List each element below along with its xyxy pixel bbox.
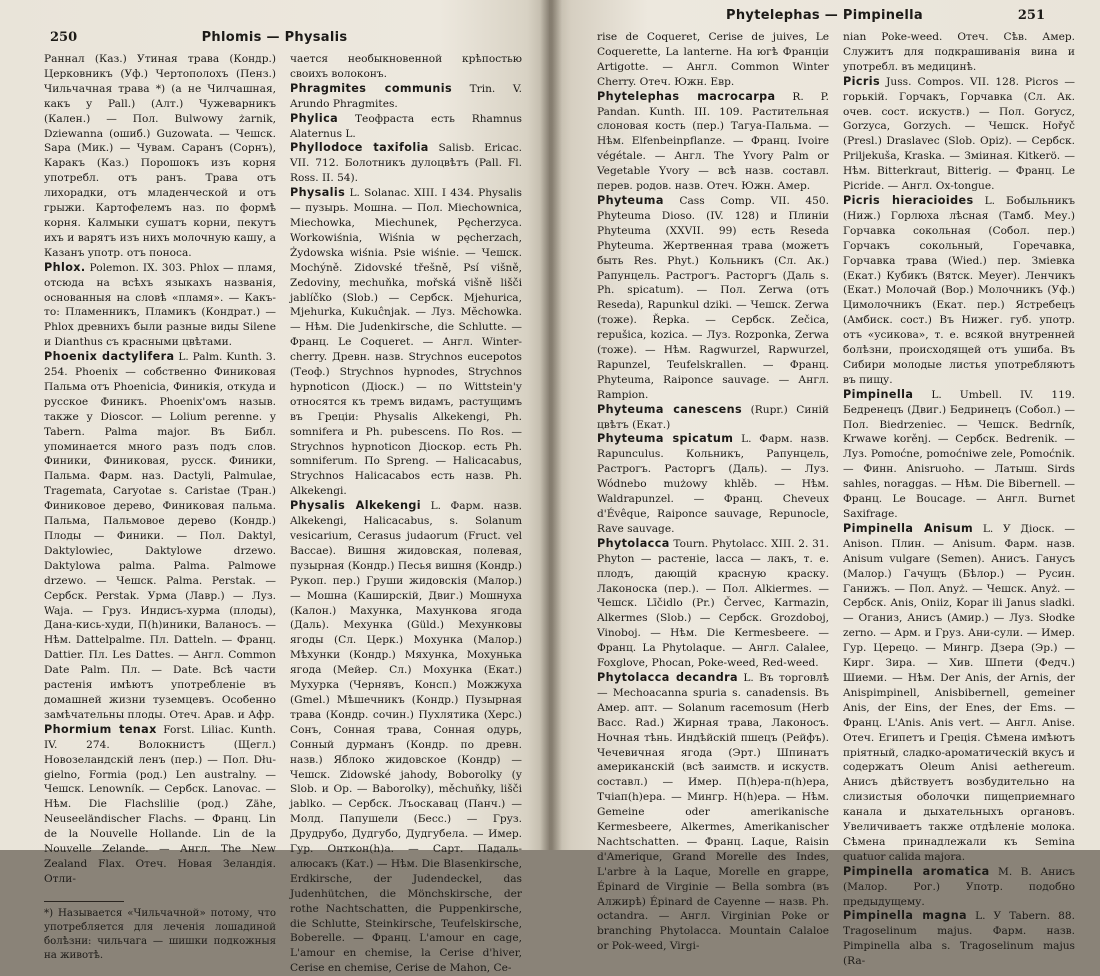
entry-text: Теофраста есть Rhamnus Alaternus L. bbox=[290, 112, 522, 140]
left-running-head: Phlomis — Physalis bbox=[201, 30, 348, 45]
entry-text: L. Фарм. назв. Rapunculus. Кольникъ, Рапунцель, Растрогъ. Расторгъ (Даль). — Луз. Wódnebo mużowy khlěb. — Нѣм. Waldrapunzel. — Франц. Cheveux d'Évêque, Raiponce sauvage, Repunocle, Rave sauvage. bbox=[597, 433, 829, 535]
book-gutter-shadow bbox=[540, 0, 562, 850]
dictionary-entry bbox=[290, 52, 522, 82]
entry-text: Cass Comp. VII. 450. Phyteuma Dioso. (IV. 128) и Плиніи Phyteuma (XXVII. 99) есть Reseda Phyteuma. Жертвенная трава (можетъ быть Res. Phyt.) Кольникъ (Сл. Ак.) Рапунцель. Растрогъ. Расторгъ (Даль s. Ph. spicatum). — Пол. Zerwa (отъ Reseda), Rapunkul dziki. — Чешск. Zerwa (тоже). Řepka. — Сербск. Zečica, repušica, kozica. — Луз. Rozponka, Zerwa (тоже). — Нѣм. Ragwurzel, Rapwurzel, Rapunzel, Teufelskrallen. — Франц. Phyteuma, Raiponce sauvage. — Англ. Rampion. bbox=[597, 194, 829, 401]
entry-headword: Phytolacca decandra bbox=[597, 670, 738, 684]
entry-headword: Physalis bbox=[290, 186, 346, 200]
dictionary-entry bbox=[843, 30, 1075, 75]
entry-headword: Pimpinella magna bbox=[843, 909, 968, 923]
dictionary-entry bbox=[843, 75, 1075, 194]
dictionary-entry bbox=[843, 522, 1075, 865]
entry-headword: Phytelephas macrocarpa bbox=[597, 89, 776, 103]
entry-text: L. Фарм. назв. Alkekengi, Halicacabus, s. Solanum vesicarium, Cerasus judaorum (Fruct. vel Baccae). Вишня жидовская, полевая, пузырная (Кондр.) Песья вишня (Кондр.) Рукоп. пер.) Груши жидовскія (Малор.) — Мошна (Каширскій, Двиг.) Мошнуха (Калон.) Махунка, Махункова ягода (Даль). Мехунка (Güld.) Мехунковы ягоды (Сл. Церк.) Мохунка (Малор.) Мѣхунки (Кондр.) Мяхунка, Мохунька ягода (Мейер. Сл.) Мохунка (Екат.) Мухурка (Чернявъ, Консп.) Можжуха (Gmel.) Мѣшечникъ (Кондр.) Пузырная трава (Кондр. сочин.) Пухлятика (Херс.) Сонъ, Сонная трава, Сонная одурь, Сонный дурманъ (Кондр. по древн. назв.) Яблоко жидовское (Кондр) — Чешск. Zidowské jahody, Boborolky (у Slob. и Op. — Baborolky), měchuňky, lišči jablko. — Сербск. Лъоскавац (Панч.) — Молд. Папушели (Бесс.) — Груз. Друдрубо, Дудгубо, Дудгубела. — Имер. Гур. Онткон(h)а. — Сарт. Падаль-алюсакъ (Кат.) — Нѣм. Die Blasenkirsche, Erdkirsche, der Judendeckel, das Judenhütchen, die Mönchskirsche, der rothe Nachtschatten, die Puppenkirsche, die Schlutte, Steinkirsche, Teufelskirsche, Boberelle. — Франц. L'amour en cage, L'amour en chemise, la Cerise d'hiver, Cerise en chemise, Cerise de Mahon, Ce- bbox=[290, 500, 523, 975]
entry-text: L. У Tabern. 88. Tragoselinum majus. Фарм. назв. Pimpinella alba s. Tragoselinum majus (Ra- bbox=[843, 910, 1075, 968]
entry-text: L. Solanac. XIII. I 434. Physalis — пузырь. Мошна. — Пол. Miechownica, Miechowka, Miechunek, Pęcherzyca. Workowiśnia, Wiśnia w pęcherzach, Żydowska wiśnia. Psie wiśnie. — Чешск. Mochýně. Zidovské třešně, Psí višně, Zedoviny, mechuňka, mořská višně lišči jablíčko (Slob.) — Сербск. Mjehurica, Mjehurka, Kukuĉnjak. — Луз. Mĕchowka. — Нѣм. Die Judenkirsche, die Schlutte. — Франц. Le Coqueret. — Англ. Winter-cherry. Древн. назв. Strychnos eucepotos (Теоф.) Strychnos hypnodes, Strychnos hypnoticon (Діоск.) — по Wittstein'у относятся къ тремъ видамъ, растущимъ въ Греціи: Physalis Alkekengi, Ph. somnifera и Ph. pubescens. По Ros. — Strychnos hypnoticon Діоскор. есть Ph. somniferum. По Spreng. — Halicacabus, Strychnos Halicacabos есть назв. Ph. Alkekengi. bbox=[290, 187, 522, 498]
right-page bbox=[549, 0, 1100, 968]
dictionary-entry bbox=[290, 499, 522, 976]
entry-text: L. Umbell. IV. 119. Бедренецъ (Двиг.) Бедринецъ (Собол.) — Пол. Biedrzeniec. — Чешск. Bedrník, Krwawe korěnj. — Сербск. Bedrenik. — Луз. Pomoćne, pomoćniwe zele, Pomoćnik. — Финн. Anisruoho. — Латыш. Sirds sahles, noraggas. — Нѣм. Die Bibernell. — Франц. Le Boucage. — Англ. Burnet Saxifrage. bbox=[843, 388, 1075, 520]
entry-text: Salisb. Ericac. VII. 712. Болотникъ дулоцвѣтъ (Pall. Fl. Ross. II. 54). bbox=[290, 142, 522, 185]
entry-headword: Pimpinella aromatica bbox=[843, 864, 990, 878]
entry-headword: Pimpinella Anisum bbox=[843, 521, 974, 535]
entry-headword: Pimpinella bbox=[843, 387, 914, 401]
right-column-2 bbox=[843, 30, 1076, 968]
dictionary-entry bbox=[843, 194, 1075, 388]
left-page-number: 250 bbox=[50, 30, 78, 45]
entry-text: Раннал (Каз.) Утиная трава (Кондр.) Церковникъ (Уф.) Чертополохъ (Пенз.) Чильчачная трава *) (а не Чилчашная, какъ у Pall.) (Алт.) Чужеварникъ (Кален.) — Пол. Bulwowy żarnik, Dziewanna (ошиб.) Guzowata. — Чешск. Sapa (Мик.) — Чувам. Саранъ (Сорнъ), Каракъ (Каз.) Порошокъ изъ корня употребл. отъ ранъ. Трава отъ лихорадки, отъ младенческой и отъ грыжи. Картофелемъ наз. по формѣ корня. Калмыки сушатъ корни, пекутъ ихъ и варятъ изъ нихъ молочную кашу, а Казанъ употр. отъ поноса. bbox=[44, 53, 276, 259]
dictionary-entry bbox=[597, 537, 829, 671]
dictionary-entry bbox=[843, 909, 1075, 969]
entry-headword: Phytolacca bbox=[597, 536, 670, 550]
entry-text: M. B. Анисъ (Малор. Рог.) Употр. подобно предыдущему. bbox=[843, 865, 1076, 908]
dictionary-entry bbox=[290, 186, 522, 499]
entry-headword: Phoenix dactylifera bbox=[44, 350, 175, 364]
entry-text: Trin. V. Arundo Phragmites. bbox=[290, 82, 522, 110]
dictionary-entry bbox=[597, 194, 829, 403]
entry-headword: Phyllodoce taxifolia bbox=[290, 141, 429, 155]
dictionary-entry bbox=[597, 90, 829, 194]
dictionary-entry bbox=[290, 141, 522, 186]
footnote: *) Называется «Чильчачной» потому, что употребляется для леченія лошадиной болѣзни: чильчага — шишки подкожныя на животѣ. bbox=[44, 907, 276, 961]
entry-headword: Phragmites communis bbox=[290, 81, 453, 95]
entry-text: Forst. Liliac. Kunth. IV. 274. Волокнистъ (Щегл.) Новозеландскій ленъ (пер.) — Пол. Dłu-gielno, Formia (род.) Len australny. — Чешск. Lenowník. — Сербск. Lanovac. — Нѣм. Die Flachslilie (род.) Zähe, Neuseeländischer Flachs. — Франц. Lin de la Nouvelle Hollande. Lin de la Nouvelle Zelande. — Англ. The New Zealand Flax. Отеч. Новая Зеландія. Отли- bbox=[44, 723, 276, 885]
dictionary-entry bbox=[597, 671, 829, 954]
dictionary-entry bbox=[44, 52, 276, 261]
entry-text: Polemon. IX. 303. Phlox — пламя, отсюда на всѣхъ языкахъ названія, основанныя на словѣ «пламя». — Какъ-то: Пламенникъ, Пламикъ (Кондрат.) — Phlox древнихъ были разные виды Silene и Dianthus съ красными цвѣтами. bbox=[44, 261, 276, 349]
right-running-head: Phytelephas — Pimpinella bbox=[726, 8, 923, 23]
left-column-1 bbox=[44, 52, 276, 961]
dictionary-entry bbox=[843, 865, 1075, 910]
entry-text: L. Palm. Kunth. 3. 254. Phoenix — собственно Финиковая Пальма отъ Phoenicia, Финикія, откуда и русское Финикъ. Phoenix'омъ назыв. также у Dioscor. — Lolium perenne. у Tabern. Palma major. Въ Библ. упоминается много разъ подъ слов. Финики, Финиковая, русск. Финики, Пальма. Фарм. наз. Dactyli, Palmulae, Tragemata, Caryotae s. Caristae (Тран.) Финиковое дерево, Финиковая пальма. Пальма, Пальмовое дерево (Кондр.) Плоды — Финики. — Пол. Daktyl, Daktylowiec, Daktylowe drzewo. Daktylowa palma. Palma. Palmowe drzewo. — Чешск. Palma. Perstak. — Сербск. Perstak. Урма (Лавр.) — Луз. Waja. — Груз. Индисъ-хурма (плоды), Дана-кись-худи, П(h)иники, Валаносъ. — Нѣм. Dattelpalme. Пл. Datteln. — Франц. Dattier. Пл. Les Dattes. — Англ. Common Date Palm. Пл. — Date. Всѣ части растенія имѣютъ употребленіе въ домашней жизни туземцевъ. Особенно замѣчательны плоды. Отеч. Арав. и Афр. bbox=[44, 351, 276, 721]
entry-headword: Phylica bbox=[290, 111, 339, 125]
right-column-1 bbox=[597, 30, 829, 953]
entry-text: Juss. Compos. VII. 128. Picros — горькій. Горчакъ, Горчавка (Сл. Ак. очев. сост. искуств.) — Пол. Gorycz, Gorzyca, Gorzych. — Чешск. Hořyč (Presl.) Draslavec (Slob. Opiz). — Сербск. Priljekuša, Kraska. — Зміиная. Kitkerö. — Нѣм. Bitterkraut, Bitterig. — Франц. Le Picride. — Англ. Ox-tongue. bbox=[843, 75, 1075, 193]
entry-text: (Rupr.) Синій цвѣтъ (Екат.) bbox=[597, 403, 829, 431]
entry-headword: Phyteuma spicatum bbox=[597, 432, 734, 446]
entry-text: Tourn. Phytolacc. XIII. 2. 31. Phyton — растеніе, lacca — лакъ, т. е. плодъ, дающій красную краску. Лаконоска (пер.). — Пол. Alkiermes. — Чешск. Līčidlo (Pr.) Červec, Karmazin, Alkermes (Slob.) — Сербск. Grozdoboj, Vinoboj. — Нѣм. Die Kermesbeere. — Франц. La Phytolaque. — Англ. Calalee, Foxglove, Phocan, Poke-weed, Red-weed. bbox=[597, 537, 829, 670]
entry-headword: Phlox. bbox=[44, 260, 86, 274]
right-page-number: 251 bbox=[1017, 8, 1045, 23]
entry-text: L. Бобыльникъ (Ниж.) Горлюха лѣсная (Тамб. Меу.) Горчавка сокольная (Собол. пер.) Горчакъ сокольный, Горечавка, Горчавка трава (Wied.) пер. Зміевка (Екат.) Кубикъ (Вятск. Meyer). Ленчикъ (Екат.) Молочай (Вор.) Молочникъ (Уф.) Цимолочникъ (Екат. пер.) Ястребецъ (Амбиск. сост.) Въ Нижег. губ. употр. отъ «усикова», т. е. всякой внутренней болѣзни, происходящей отъ ушиба. Въ Сибири молодые листья употребляютъ въ пищу. bbox=[843, 194, 1075, 386]
dictionary-entry bbox=[290, 82, 522, 112]
left-page bbox=[0, 0, 549, 975]
entry-text: nian Poke-weed. Отеч. Сѣв. Амер. Служитъ для подкрашиванія вина и употребл. въ медицинѣ. bbox=[843, 31, 1075, 73]
entry-text: L. Въ торговлѣ — Mechoacanna spuria s. canadensis. Въ Амер. апт. — Solanum racemosum (Herb Bacc. Rad.) Жирная трава, Лаконосъ. Ночная тѣнь. Индѣйскій пшецъ (Рейфъ). Чечевичная ягода (Эрт.) Шпинатъ американскій (всѣ заимств. и искуств. составл.) — Имер. П(h)ера-п(h)ера, Тчіап(h)ера. — Мингр. Н(h)ера. — Нѣм. Gemeine oder amerikanische Kermesbeere, Alkermes, Amerikanischer Nachtschatten. — Франц. Laque, Raisin d'Amerique, Grand Morelle des Indes, L'arbre à la Laque, Morelle en grappe, Épinard de Virginie — Bella sombra (въ Алжирѣ) Épinard de Cayenne — назв. Ph. octandra. — Англ. Virginian Poke or branching Phytolacca. Mountain Calaloe or Pok-weed, Virgi- bbox=[597, 671, 829, 953]
right-columns bbox=[597, 30, 1076, 968]
dictionary-entry bbox=[44, 350, 276, 723]
dictionary-entry bbox=[597, 432, 829, 536]
entry-text: чается необыкновенной крѣпостью своихъ волоконъ. bbox=[290, 53, 522, 80]
dictionary-entry bbox=[597, 403, 829, 433]
entry-headword: Phyteuma canescens bbox=[597, 402, 743, 416]
entry-headword: Phyteuma bbox=[597, 193, 664, 207]
entry-text: R. P. Pandan. Kunth. III. 109. Растительная слоновая кость (пер.) Тагуа-Пальма. — Нѣм. Elfenbeinpflanze. — Франц. Ivoire végétale. — Англ. The Yvory Palm or Vegetable Yvory — всѣ назв. составл. перев. родов. назв. Отеч. Южн. Амер. bbox=[597, 90, 829, 193]
footnote-rule bbox=[44, 901, 124, 902]
entry-headword: Picris hieracioides bbox=[843, 193, 974, 207]
entry-text: rise de Coqueret, Cerise de juives, Le Coquerette, La lanterne. На югѣ Франціи Artigotte. — Англ. Common Winter Cherry. Отеч. Южн. Евр. bbox=[597, 31, 829, 88]
entry-headword: Phormium tenax bbox=[44, 722, 157, 736]
dictionary-entry bbox=[44, 261, 276, 350]
entry-headword: Picris bbox=[843, 74, 881, 88]
left-columns bbox=[44, 52, 523, 975]
dictionary-entry bbox=[290, 112, 522, 142]
dictionary-entry bbox=[44, 723, 276, 887]
dictionary-entry bbox=[597, 30, 829, 90]
entry-headword: Physalis Alkekengi bbox=[290, 499, 422, 513]
left-column-2 bbox=[290, 52, 523, 975]
dictionary-entry bbox=[843, 388, 1075, 522]
entry-text: L. У Діоск. — Anison. Плин. — Anisum. Фарм. назв. Anisum vulgare (Semen). Анисъ. Ганусъ (Малор.) Гачущъ (Бѣлор.) — Русин. Ганижъ. — Пол. Anyż. — Чешск. Anyż. — Сербск. Anis, Oniiz, Kopar ili Janus sladki. — Оганиз, Анисъ (Амир.) — Луз. Słodke zerno. — Арм. и Груз. Ани-сули. — Имер. Гур. Церецо. — Мингр. Дзера (Эр.) — Кирг. Зира. — Хив. Шпети (Федч.) Шиеми. — Нѣм. Der Anis, der Arnis, der Anispimpinell, Anisbibernell, gemeiner Anis, der Eins, der Enes, der Ems. — Франц. L'Anis. Anis vert. — Англ. Anise. Отеч. Египетъ и Греція. Сѣмена имѣютъ пріятный, сладко-ароматическій вкусъ и содержатъ Oleum Anisi aethereum. Анисъ дѣйствуетъ возбудительно на слизистыя оболочки пищеприемнаго канала и дыхательныхъ органовъ. Увеличиваетъ также отдѣленіе молока. Сѣмена принадлежали къ Semina quatuor calida majora. bbox=[843, 522, 1075, 863]
